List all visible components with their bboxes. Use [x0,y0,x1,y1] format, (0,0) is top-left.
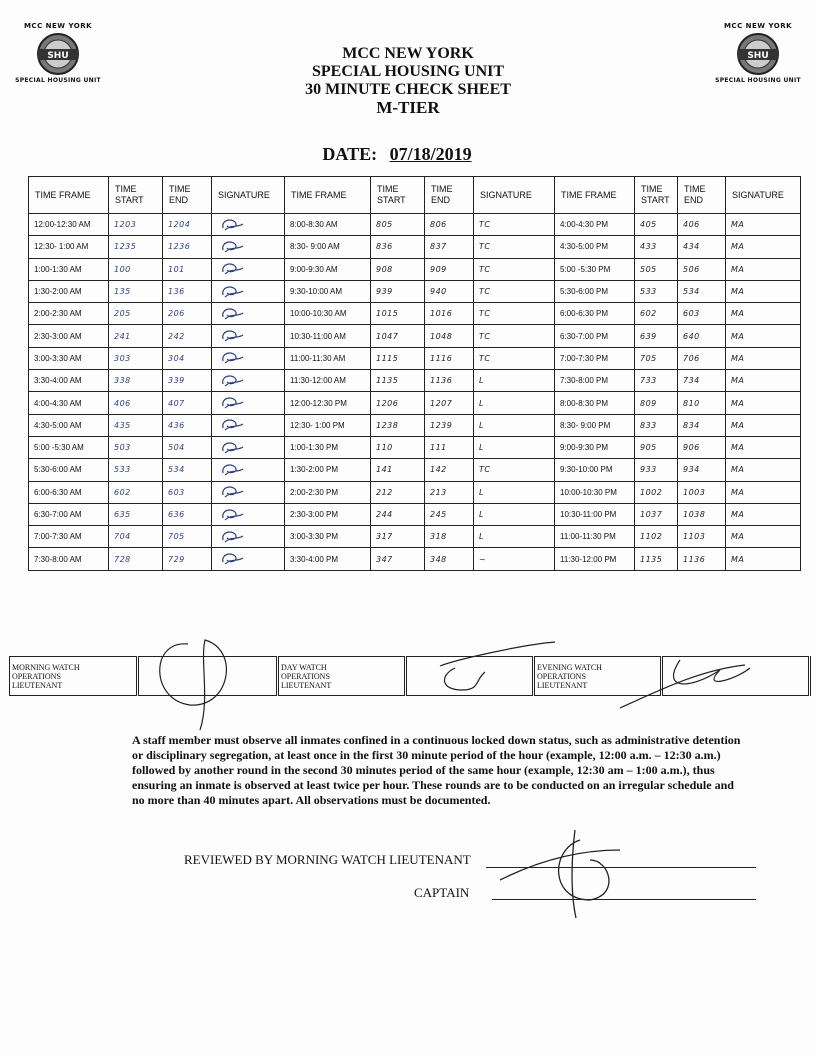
column-header: TIME FRAME [285,177,371,214]
time-frame-cell: 10:00-10:30 AM [285,303,371,325]
evening-watch-label: EVENING WATCH OPERATIONS LIEUTENANT [534,657,662,696]
time-frame-cell: 9:30-10:00 AM [285,280,371,302]
captain-label: CAPTAIN [414,885,470,900]
header-line3: 30 MINUTE CHECK SHEET [305,81,511,98]
table-row [29,526,801,548]
time-frame-cell: 1:00-1:30 AM [29,258,109,280]
table-row [29,280,801,302]
time-frame-cell: 5:30-6:00 AM [29,459,109,481]
time-start-cell: 406 [109,392,163,414]
time-start-cell: 141 [371,459,425,481]
time-frame-cell: 8:00-8:30 AM [285,214,371,236]
time-frame-cell: 2:30-3:00 PM [285,503,371,525]
time-end-cell: 806 [425,214,474,236]
time-start-cell: 347 [371,548,425,570]
signature-cell [212,280,285,302]
time-frame-cell: 11:30-12:00 PM [555,548,635,570]
time-start-cell: 602 [109,481,163,503]
signature-cell [212,325,285,347]
signature-cell: MA [726,370,801,392]
signature-cell [212,414,285,436]
time-frame-cell: 1:30-2:00 AM [29,280,109,302]
time-end-cell: 318 [425,526,474,548]
time-end-cell: 636 [163,503,212,525]
time-frame-cell: 8:30- 9:00 PM [555,414,635,436]
time-start-cell: 1002 [635,481,678,503]
check-sheet-table [28,176,801,571]
signature-cell [212,503,285,525]
signature-scribble-icon [217,349,247,365]
time-end-cell: 111 [425,436,474,458]
time-end-cell: 1103 [678,526,726,548]
time-end-cell: 1016 [425,303,474,325]
time-start-cell: 1203 [109,214,163,236]
time-frame-cell: 10:30-11:00 PM [555,503,635,525]
column-header: TIME START [371,177,425,214]
time-end-cell: 1136 [425,370,474,392]
time-frame-cell: 2:00-2:30 PM [285,481,371,503]
time-frame-cell: 6:00-6:30 AM [29,481,109,503]
time-frame-cell: 11:30-12:00 AM [285,370,371,392]
time-start-cell: 1135 [635,548,678,570]
time-frame-cell: 6:00-6:30 PM [555,303,635,325]
time-start-cell: 602 [635,303,678,325]
date-label: DATE: [322,144,378,164]
signature-cell: TC [474,459,555,481]
table-row [29,503,801,525]
time-frame-cell: 6:30-7:00 AM [29,503,109,525]
signature-cell: MA [726,481,801,503]
time-frame-cell: 11:00-11:30 AM [285,347,371,369]
signature-scribble-icon [217,283,247,299]
column-header: TIME END [163,177,212,214]
signature-cell: MA [726,325,801,347]
signature-cell: L [474,503,555,525]
captain-signature-icon [480,820,630,920]
signature-scribble-icon [217,394,247,410]
time-start-cell: 100 [109,258,163,280]
signature-cell: TC [474,236,555,258]
header-line1: MCC NEW YORK [342,45,474,62]
signature-scribble-icon [217,305,247,321]
time-frame-cell: 12:00-12:30 AM [29,214,109,236]
logo-top-text: MCC NEW YORK [23,22,93,30]
time-end-cell: 603 [678,303,726,325]
time-frame-cell: 7:30-8:00 AM [29,548,109,570]
time-frame-cell: 7:00-7:30 PM [555,347,635,369]
time-end-cell: 242 [163,325,212,347]
signature-cell [212,347,285,369]
time-frame-cell: 4:00-4:30 PM [555,214,635,236]
time-start-cell: 110 [371,436,425,458]
signature-cell: L [474,436,555,458]
logo-bottom-text: SPECIAL HOUSING UNIT [15,77,101,84]
morning-watch-label: MORNING WATCH OPERATIONS LIEUTENANT [10,657,138,696]
table-row [29,392,801,414]
time-end-cell: 640 [678,325,726,347]
day-watch-label: DAY WATCH OPERATIONS LIEUTENANT [278,657,406,696]
time-end-cell: 101 [163,258,212,280]
time-end-cell: 810 [678,392,726,414]
logo-emblem-text: SHU [47,51,69,61]
column-header: SIGNATURE [726,177,801,214]
signature-scribble-icon [217,260,247,276]
signature-cell [212,481,285,503]
signature-cell: MA [726,258,801,280]
time-start-cell: 433 [635,236,678,258]
time-frame-cell: 5:30-6:00 PM [555,280,635,302]
time-frame-cell: 11:00-11:30 PM [555,526,635,548]
time-end-cell: 1207 [425,392,474,414]
time-start-cell: 1015 [371,303,425,325]
time-end-cell: 339 [163,370,212,392]
date-line [0,144,816,165]
table-row [29,481,801,503]
time-frame-cell: 7:30-8:00 PM [555,370,635,392]
time-frame-cell: 1:00-1:30 PM [285,436,371,458]
table-row [29,414,801,436]
logo-bottom-text: SPECIAL HOUSING UNIT [715,77,801,84]
signature-cell: L [474,526,555,548]
time-end-cell: 304 [163,347,212,369]
time-start-cell: 405 [635,214,678,236]
table-row [29,325,801,347]
time-end-cell: 734 [678,370,726,392]
time-start-cell: 241 [109,325,163,347]
time-start-cell: 733 [635,370,678,392]
time-start-cell: 1135 [371,370,425,392]
time-frame-cell: 12:30- 1:00 PM [285,414,371,436]
signature-cell: L [474,392,555,414]
time-end-cell: 1136 [678,548,726,570]
signature-cell: L [474,481,555,503]
time-start-cell: 728 [109,548,163,570]
time-end-cell: 1003 [678,481,726,503]
signature-cell: MA [726,303,801,325]
time-start-cell: 1206 [371,392,425,414]
time-end-cell: 1239 [425,414,474,436]
time-end-cell: 837 [425,236,474,258]
time-frame-cell: 3:30-4:00 AM [29,370,109,392]
signature-scribble-icon [217,439,247,455]
time-start-cell: 905 [635,436,678,458]
signature-cell [212,303,285,325]
reviewed-by-label: REVIEWED BY MORNING WATCH LIEUTENANT [184,852,471,867]
table-row [29,370,801,392]
column-header: TIME FRAME [555,177,635,214]
time-frame-cell: 9:30-10:00 PM [555,459,635,481]
time-start-cell: 809 [635,392,678,414]
table-row [29,459,801,481]
table-row [29,214,801,236]
time-frame-cell: 12:00-12:30 PM [285,392,371,414]
time-frame-cell: 10:00-10:30 PM [555,481,635,503]
column-header: TIME END [425,177,474,214]
time-start-cell: 533 [635,280,678,302]
time-start-cell: 503 [109,436,163,458]
signature-cell: MA [726,414,801,436]
time-frame-cell: 4:30-5:00 AM [29,414,109,436]
table-row [29,236,801,258]
signature-cell: MA [726,503,801,525]
date-value: 07/18/2019 [389,144,472,164]
time-start-cell: 244 [371,503,425,525]
signature-cell [212,258,285,280]
column-header: SIGNATURE [212,177,285,214]
signature-scribble-icon [217,216,247,232]
signature-cell: TC [474,347,555,369]
time-start-cell: 836 [371,236,425,258]
signature-cell: MA [726,236,801,258]
time-start-cell: 1115 [371,347,425,369]
column-header: TIME START [109,177,163,214]
time-frame-cell: 4:00-4:30 AM [29,392,109,414]
signature-cell: MA [726,214,801,236]
time-end-cell: 706 [678,347,726,369]
time-end-cell: 1204 [163,214,212,236]
column-header: TIME START [635,177,678,214]
signature-scribble-icon [217,372,247,388]
time-start-cell: 833 [635,414,678,436]
time-end-cell: 434 [678,236,726,258]
time-start-cell: 704 [109,526,163,548]
time-start-cell: 908 [371,258,425,280]
signature-cell [212,526,285,548]
time-start-cell: 533 [109,459,163,481]
table-row [29,258,801,280]
time-start-cell: 205 [109,303,163,325]
time-frame-cell: 8:00-8:30 PM [555,392,635,414]
signature-cell: TC [474,214,555,236]
time-frame-cell: 1:30-2:00 PM [285,459,371,481]
time-frame-cell: 10:30-11:00 AM [285,325,371,347]
time-end-cell: 1116 [425,347,474,369]
column-header: TIME FRAME [29,177,109,214]
header-line4: M-TIER [376,98,440,117]
time-start-cell: 939 [371,280,425,302]
page-header [0,45,816,117]
column-header: SIGNATURE [474,177,555,214]
signature-cell [212,236,285,258]
signature-cell: MA [726,392,801,414]
time-start-cell: 212 [371,481,425,503]
time-start-cell: 1037 [635,503,678,525]
table-header-row [29,177,801,214]
signature-cell: MA [726,548,801,570]
signature-cell: MA [726,347,801,369]
column-header: TIME END [678,177,726,214]
time-start-cell: 303 [109,347,163,369]
logo-emblem-text: SHU [747,51,769,61]
time-end-cell: 506 [678,258,726,280]
time-end-cell: 940 [425,280,474,302]
time-end-cell: 834 [678,414,726,436]
time-frame-cell: 8:30- 9:00 AM [285,236,371,258]
table-row [29,548,801,570]
time-end-cell: 1048 [425,325,474,347]
signature-cell: TC [474,325,555,347]
time-end-cell: 534 [678,280,726,302]
time-end-cell: 504 [163,436,212,458]
signature-scribble-icon [217,528,247,544]
time-start-cell: 505 [635,258,678,280]
time-frame-cell: 4:30-5:00 PM [555,236,635,258]
time-start-cell: 1235 [109,236,163,258]
table-row [29,436,801,458]
time-frame-cell: 3:00-3:30 PM [285,526,371,548]
time-start-cell: 805 [371,214,425,236]
time-frame-cell: 3:00-3:30 AM [29,347,109,369]
time-start-cell: 135 [109,280,163,302]
signature-cell: MA [726,280,801,302]
signature-cell [212,370,285,392]
time-frame-cell: 2:00-2:30 AM [29,303,109,325]
time-end-cell: 348 [425,548,474,570]
time-frame-cell: 6:30-7:00 PM [555,325,635,347]
time-frame-cell: 5:00 -5:30 AM [29,436,109,458]
signature-cell: MA [726,459,801,481]
signature-scribble-icon [217,327,247,343]
signature-cell [212,436,285,458]
time-end-cell: 909 [425,258,474,280]
signature-cell [212,214,285,236]
signature-cell [212,459,285,481]
time-start-cell: 435 [109,414,163,436]
signature-cell: L [474,370,555,392]
signature-cell: TC [474,280,555,302]
signature-scribble-icon [217,550,247,566]
time-frame-cell: 3:30-4:00 PM [285,548,371,570]
time-end-cell: 206 [163,303,212,325]
signature-scribble-icon [217,461,247,477]
time-end-cell: 407 [163,392,212,414]
signature-scribble-icon [217,506,247,522]
time-end-cell: 213 [425,481,474,503]
signature-scribble-icon [217,238,247,254]
time-start-cell: 317 [371,526,425,548]
time-end-cell: 136 [163,280,212,302]
time-end-cell: 1236 [163,236,212,258]
time-start-cell: 635 [109,503,163,525]
signature-cell: ~ [474,548,555,570]
time-end-cell: 534 [163,459,212,481]
time-start-cell: 1047 [371,325,425,347]
signature-cell [212,392,285,414]
time-frame-cell: 12:30- 1:00 AM [29,236,109,258]
time-start-cell: 705 [635,347,678,369]
time-end-cell: 142 [425,459,474,481]
time-end-cell: 705 [163,526,212,548]
table-body [29,214,801,571]
signature-cell: L [474,414,555,436]
time-frame-cell: 9:00-9:30 PM [555,436,635,458]
time-end-cell: 436 [163,414,212,436]
time-end-cell: 1038 [678,503,726,525]
time-end-cell: 245 [425,503,474,525]
time-end-cell: 406 [678,214,726,236]
signature-cell [212,548,285,570]
table-row [29,303,801,325]
logo-top-text: MCC NEW YORK [723,22,793,30]
time-frame-cell: 2:30-3:00 AM [29,325,109,347]
signature-cell: MA [726,436,801,458]
signature-cell: TC [474,303,555,325]
handwritten-signature-icon [0,600,816,740]
time-end-cell: 906 [678,436,726,458]
time-frame-cell: 7:00-7:30 AM [29,526,109,548]
time-end-cell: 603 [163,481,212,503]
header-line2: SPECIAL HOUSING UNIT [311,63,505,80]
time-start-cell: 1238 [371,414,425,436]
signature-cell: MA [726,526,801,548]
time-start-cell: 933 [635,459,678,481]
signature-cell: TC [474,258,555,280]
time-end-cell: 729 [163,548,212,570]
time-frame-cell: 9:00-9:30 AM [285,258,371,280]
time-end-cell: 934 [678,459,726,481]
signature-scribble-icon [217,416,247,432]
table-row [29,347,801,369]
time-start-cell: 1102 [635,526,678,548]
time-start-cell: 338 [109,370,163,392]
time-start-cell: 639 [635,325,678,347]
signature-scribble-icon [217,483,247,499]
instructions-paragraph: A staff member must observe all inmates confined in a continuous locked down status, such as administrative detention or disciplinary segregation, at least once in the first 30 minute period of the hour (example, 12:00 a.m. – 12:30 a.m.) followed by another round in the second 30 minutes period of the same hour (example, 12:30 am – 1:00 a.m.), thus ensuring an inmate is observed at least twice per hour. These rounds are to be conducted on an irregular schedule and no more than 40 minutes apart. All observations must be documented. [132,733,741,807]
time-frame-cell: 5:00 -5:30 PM [555,258,635,280]
